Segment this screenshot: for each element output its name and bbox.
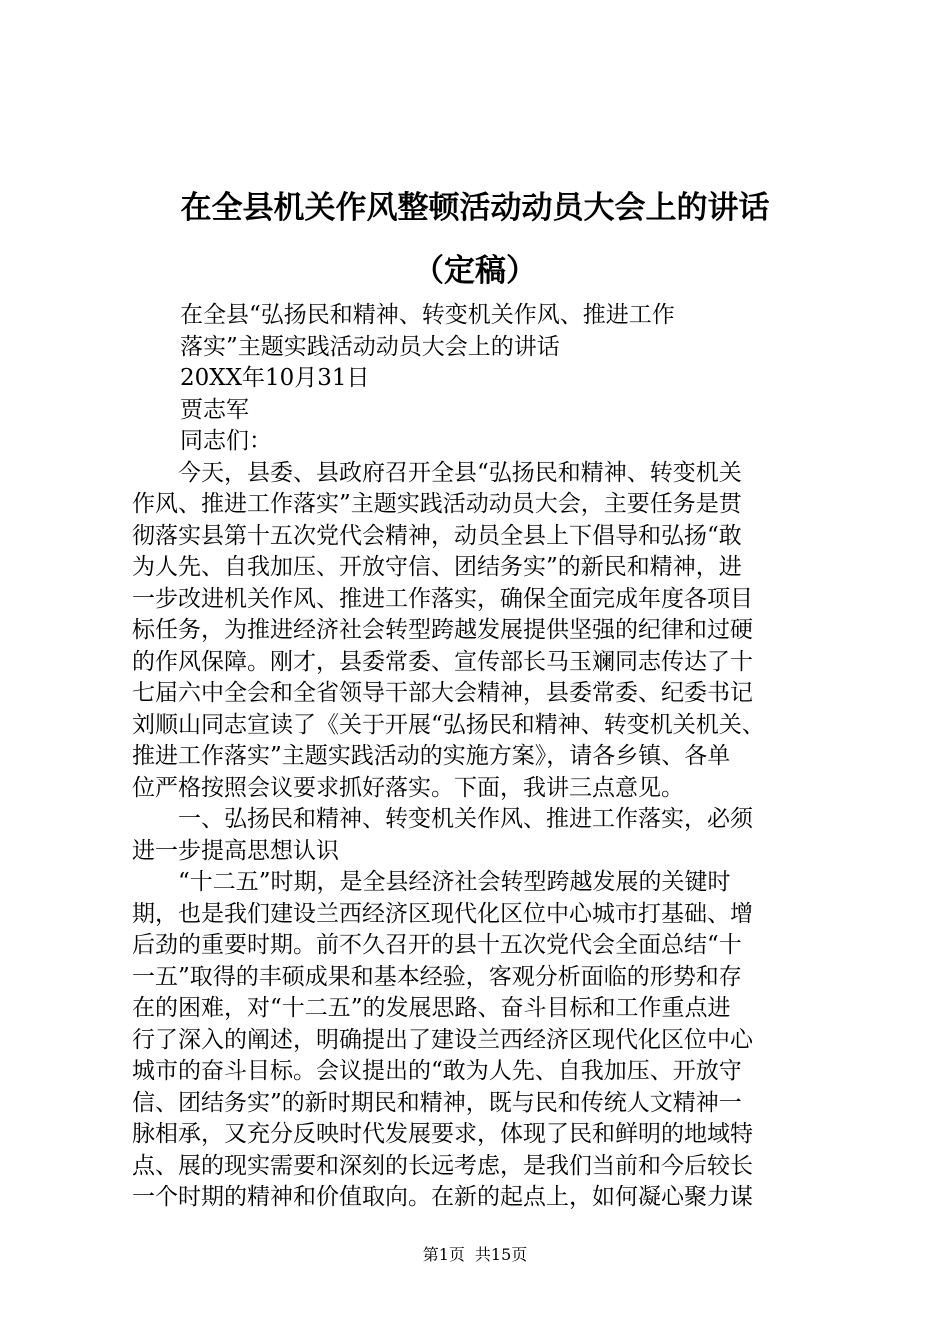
text-line: 一五”取得的丰硕成果和基本经验，客观分析面临的形势和存: [132, 963, 742, 990]
text-line: 彻落实县第十五次党代会精神，动员全县上下倡导和弘扬“敢: [132, 522, 742, 549]
heading-line: 进一步提高思想认识: [132, 837, 339, 864]
subtitle-line: 在全县“弘扬民和精神、转变机关作风、推进工作: [180, 302, 675, 328]
document-body: [132, 300, 832, 1214]
text-line: “十二五”时期，是全县经济社会转型跨越发展的关键时: [132, 869, 731, 895]
text-line: 位严格按照会议要求抓好落实。下面，我讲三点意见。: [132, 774, 684, 801]
text-line: 期，也是我们建设兰西经济区现代化区位中心城市打基础、增: [132, 900, 753, 927]
text-line: 一步改进机关作风、推进工作落实，确保全面完成年度各项目: [132, 585, 753, 612]
text-line: 后劲的重要时期。前不久召开的县十五次党代会全面总结“十: [132, 932, 742, 958]
text-line: 信、团结务实”的新时期民和精神，既与民和传统人文精神一: [132, 1089, 742, 1116]
text-line: 一个时期的精神和价值取向。在新的起点上，如何凝心聚力谋: [132, 1184, 753, 1210]
paragraph-2: [132, 867, 832, 1214]
text-line: 七届六中全会和全省领导干部大会精神，县委常委、纪委书记: [132, 680, 753, 706]
document-title-suffix: （定稿）: [413, 253, 537, 289]
text-line: 点、展的现实需要和深刻的长远考虑，是我们当前和今后较长: [132, 1152, 753, 1179]
section-heading-1: [132, 804, 832, 867]
text-line: 的作风保障。刚才，县委常委、宣传部长马玉斓同志传达了十: [132, 648, 753, 675]
text-line: 城市的奋斗目标。会议提出的“敢为人先、自我加压、开放守: [132, 1058, 742, 1084]
text-line: 脉相承，又充分反映时代发展要求，体现了民和鲜明的地域特: [132, 1121, 753, 1147]
page-number: 第1页: [422, 1245, 465, 1264]
speech-date: 20XX年10月31日: [180, 365, 370, 391]
heading-line: 一、弘扬民和精神、转变机关作风、推进工作落实，必须: [132, 806, 753, 832]
text-line: 刘顺山同志宣读了《关于开展“弘扬民和精神、转变机关机关、: [132, 711, 765, 738]
text-line: 今天，县委、县政府召开全县“弘扬民和精神、转变机关: [132, 459, 742, 486]
text-line: 推进工作落实”主题实践活动的实施方案》，请各乡镇、各单: [132, 743, 731, 769]
page-footer: [0, 1245, 950, 1265]
salutation: 同志们：: [180, 428, 272, 454]
page-total: 共15页: [474, 1245, 528, 1264]
paragraph-1: [132, 458, 832, 805]
text-line: 行了深入的阐述，明确提出了建设兰西经济区现代化区位中心: [132, 1026, 753, 1053]
text-line: 作风、推进工作落实”主题实践活动动员大会，主要任务是贯: [132, 491, 742, 517]
text-line: 在的困难，对“十二五”的发展思路、奋斗目标和工作重点进: [132, 995, 731, 1021]
text-line: 标任务，为推进经济社会转型跨越发展提供坚强的纪律和过硬: [132, 617, 753, 643]
document-title: 在全县机关作风整顿活动动员大会上的讲话: [180, 190, 770, 226]
text-line: 为人先、自我加压、开放守信、团结务实”的新民和精神，进: [132, 554, 742, 580]
speaker-name: 贾志军: [180, 396, 249, 423]
subtitle-line: 落实”主题实践活动动员大会上的讲话: [180, 333, 560, 360]
